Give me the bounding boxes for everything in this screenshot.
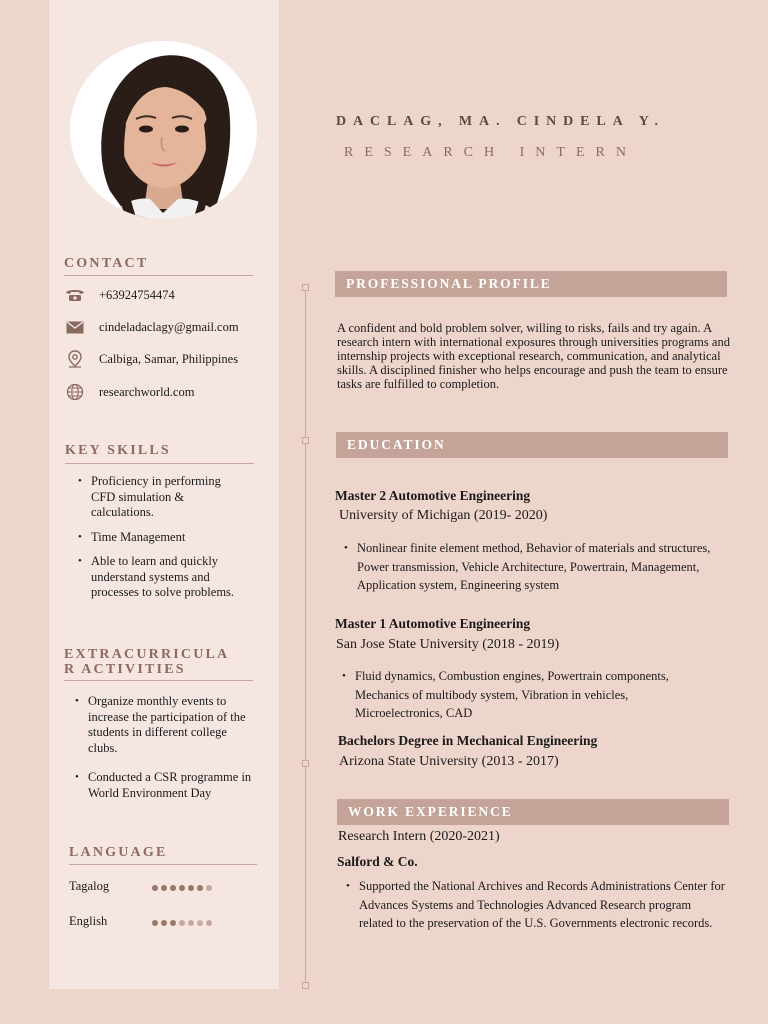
skill-item: • Time Management [78,530,248,546]
level-dot-filled [152,920,158,926]
degree-title: Master 1 Automotive Engineering [335,616,531,631]
candidate-name: DACLAG, MA. CINDELA Y. [336,114,665,129]
language-name: English [69,914,108,928]
contact-title: CONTACT [64,256,149,271]
language-level-dots [152,885,212,891]
skill-item: • Proficiency in performing CFD simulation & calculations. [78,474,248,521]
degree-details [339,667,709,723]
education-heading-text: EDUCATION [347,437,446,452]
level-dot-filled [161,920,167,926]
skills-title: KEY SKILLS [65,443,171,458]
extracurricular-title-line1: EXTRACURRICULA [64,647,230,662]
work-details [343,877,725,933]
contact-divider [64,275,253,276]
work-company: Salford & Co. [337,854,418,869]
level-dot-filled [152,885,158,891]
level-dot-filled [188,885,194,891]
timeline-node [302,284,309,291]
profile-heading [335,271,727,297]
globe-icon [64,383,86,401]
skills-list [78,474,248,610]
email-text[interactable]: cindeladaclagy@gmail.com [99,319,239,334]
contact-location [64,349,238,369]
work-position: Research Intern (2020-2021) [338,829,500,844]
degree-details [341,539,711,595]
activity-item: • Organize monthly events to increase the participation of the students in different college clubs. [75,694,253,756]
candidate-role: RESEARCH INTERN [344,145,637,160]
level-dot-empty [206,885,212,891]
school-name: University of Michigan (2019- 2020) [339,508,548,523]
profile-photo [70,41,257,219]
activity-item: • Conducted a CSR programme in World Environment Day [75,770,253,801]
level-dot-filled [161,885,167,891]
degree-title: Master 2 Automotive Engineering [335,488,531,503]
contact-phone [64,285,175,305]
degree-title: Bachelors Degree in Mechanical Engineering [338,733,598,748]
extracurricular-divider [64,680,253,681]
education-heading [336,432,728,458]
level-dot-filled [170,885,176,891]
profile-heading-text: PROFESSIONAL PROFILE [346,276,552,291]
degree-detail-item: • Fluid dynamics, Combustion engines, Powertrain components, Mechanics of multibody system, Vibration in vehicles, Microelectronics, CAD [339,667,709,723]
school-name: San Jose State University (2018 - 2019) [336,637,560,652]
timeline-node [302,437,309,444]
language-name: Tagalog [69,879,110,893]
level-dot-filled [197,885,203,891]
work-heading-text: WORK EXPERIENCE [348,804,513,819]
profile-text: A confident and bold problem solver, willing to risks, fails and try again. A research intern with international exposures through universities programs and internship projects with exceptional research, communication, and analytical skills. A disciplined finisher who helps encourage and push the team to ensure tasks are fulfilled to completion. [337,321,730,391]
timeline-node [302,982,309,989]
skill-item: • Able to learn and quickly understand systems and processes to solve problems. [78,554,248,601]
language-level-dots [152,920,212,926]
school-name: Arizona State University (2013 - 2017) [339,754,559,769]
phone-icon [64,286,86,304]
level-dot-empty [197,920,203,926]
level-dot-empty [206,920,212,926]
extracurricular-title-line2: R ACTIVITIES [64,662,186,677]
contact-email [64,317,239,337]
level-dot-filled [170,920,176,926]
work-heading [337,799,729,825]
website-text[interactable]: researchworld.com [99,384,195,399]
level-dot-empty [179,920,185,926]
timeline-line [305,287,306,985]
language-divider [69,864,257,865]
timeline-node [302,760,309,767]
degree-detail-item: • Nonlinear finite element method, Behavior of materials and structures, Power transmission, Vehicle Architecture, Powertrain, Management, Application system, Engineering system [341,539,711,595]
location-pin-icon [64,350,86,368]
extracurricular-title [64,647,229,677]
email-icon [64,318,86,336]
skills-divider [65,463,254,464]
level-dot-empty [188,920,194,926]
level-dot-filled [179,885,185,891]
language-title: LANGUAGE [69,845,168,860]
contact-website [64,382,194,402]
work-detail-item: • Supported the National Archives and Records Administrations Center for Advances Systems and Technologies Advanced Research program related to the preservation of the U.S. Governments electronic records. [343,877,725,933]
phone-text[interactable]: +63924754474 [99,287,175,302]
extracurricular-list [75,694,253,810]
location-text: Calbiga, Samar, Philippines [99,351,239,366]
